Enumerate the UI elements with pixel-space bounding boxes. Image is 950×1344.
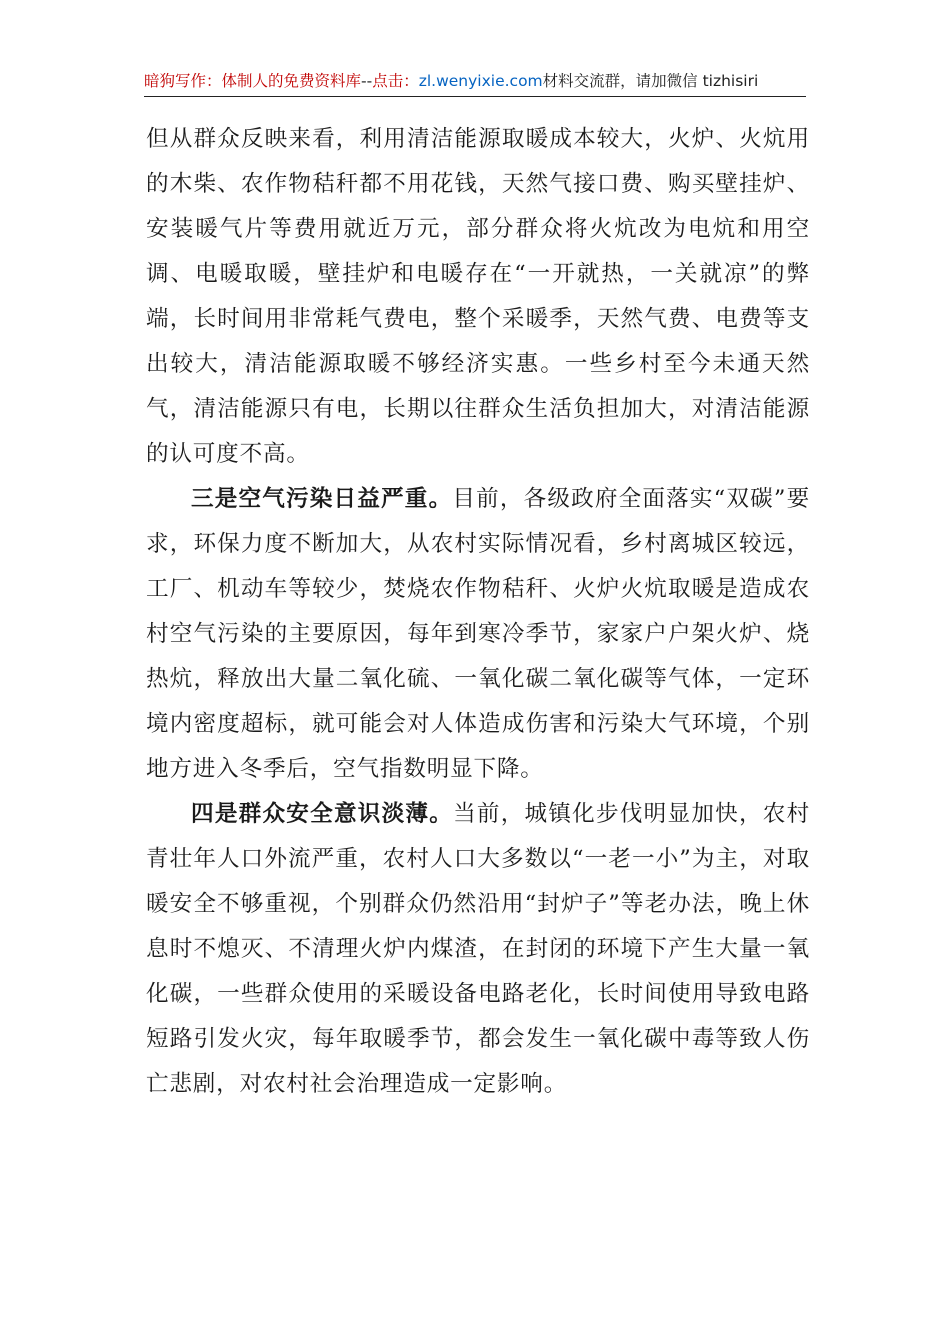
header-separator: -- [361, 72, 373, 90]
paragraph-text: 当前，城镇化步伐明显加快，农村青壮年人口外流严重，农村人口大多数以“一老一小”为主，对取暖安全不够重视，个别群众仍然沿用“封炉子”等老办法，晚上休息时不熄灭、不清理火炉内煤渣，在封闭的环境下产生大量一氧化碳，一些群众使用的采暖设备电路老化，长时间使用导致电路短路引发火灾，每年取暖季节，都会发生一氧化碳中毒等致人伤亡悲剧，对农村社会治理造成一定影响。 [146, 801, 810, 1097]
page-header [144, 66, 806, 97]
header-click-label: 点击： [372, 72, 419, 90]
paragraph-continued [146, 117, 810, 477]
paragraph-lead: 四是群众安全意识淡薄。 [191, 801, 454, 827]
paragraph-air-pollution [146, 477, 810, 792]
paragraph-text: 但从群众反映来看，利用清洁能源取暖成本较大，火炉、火炕用的木柴、农作物秸秆都不用花钱，天然气接口费、购买壁挂炉、安装暖气片等费用就近万元，部分群众将火炕改为电炕和用空调、电暖取暖，壁挂炉和电暖存在“一开就热，一关就凉”的弊端，长时间用非常耗气费电，整个采暖季，天然气费、电费等支出较大，清洁能源取暖不够经济实惠。一些乡村至今未通天然气，清洁能源只有电，长期以往群众生活负担加大，对清洁能源的认可度不高。 [146, 126, 810, 467]
header-tail: 材料交流群，请加微信 tizhisiri [542, 72, 759, 90]
paragraph-text: 目前，各级政府全面落实“双碳”要求，环保力度不断加大，从农村实际情况看，乡村离城区较远，工厂、机动车等较少，焚烧农作物秸秆、火炉火炕取暖是造成农村空气污染的主要原因，每年到寒冷季节，家家户户架火炉、烧热炕，释放出大量二氧化硫、一氧化碳二氧化碳等气体，一定环境内密度超标，就可能会对人体造成伤害和污染大气环境，个别地方进入冬季后，空气指数明显下降。 [146, 486, 810, 782]
header-brand: 暗狗写作：体制人的免费资料库 [144, 72, 362, 90]
document-body [146, 117, 810, 1107]
header-link[interactable]: zl.wenyixie.com [418, 72, 543, 90]
paragraph-safety-awareness [146, 792, 810, 1107]
paragraph-lead: 三是空气污染日益严重。 [191, 486, 453, 512]
